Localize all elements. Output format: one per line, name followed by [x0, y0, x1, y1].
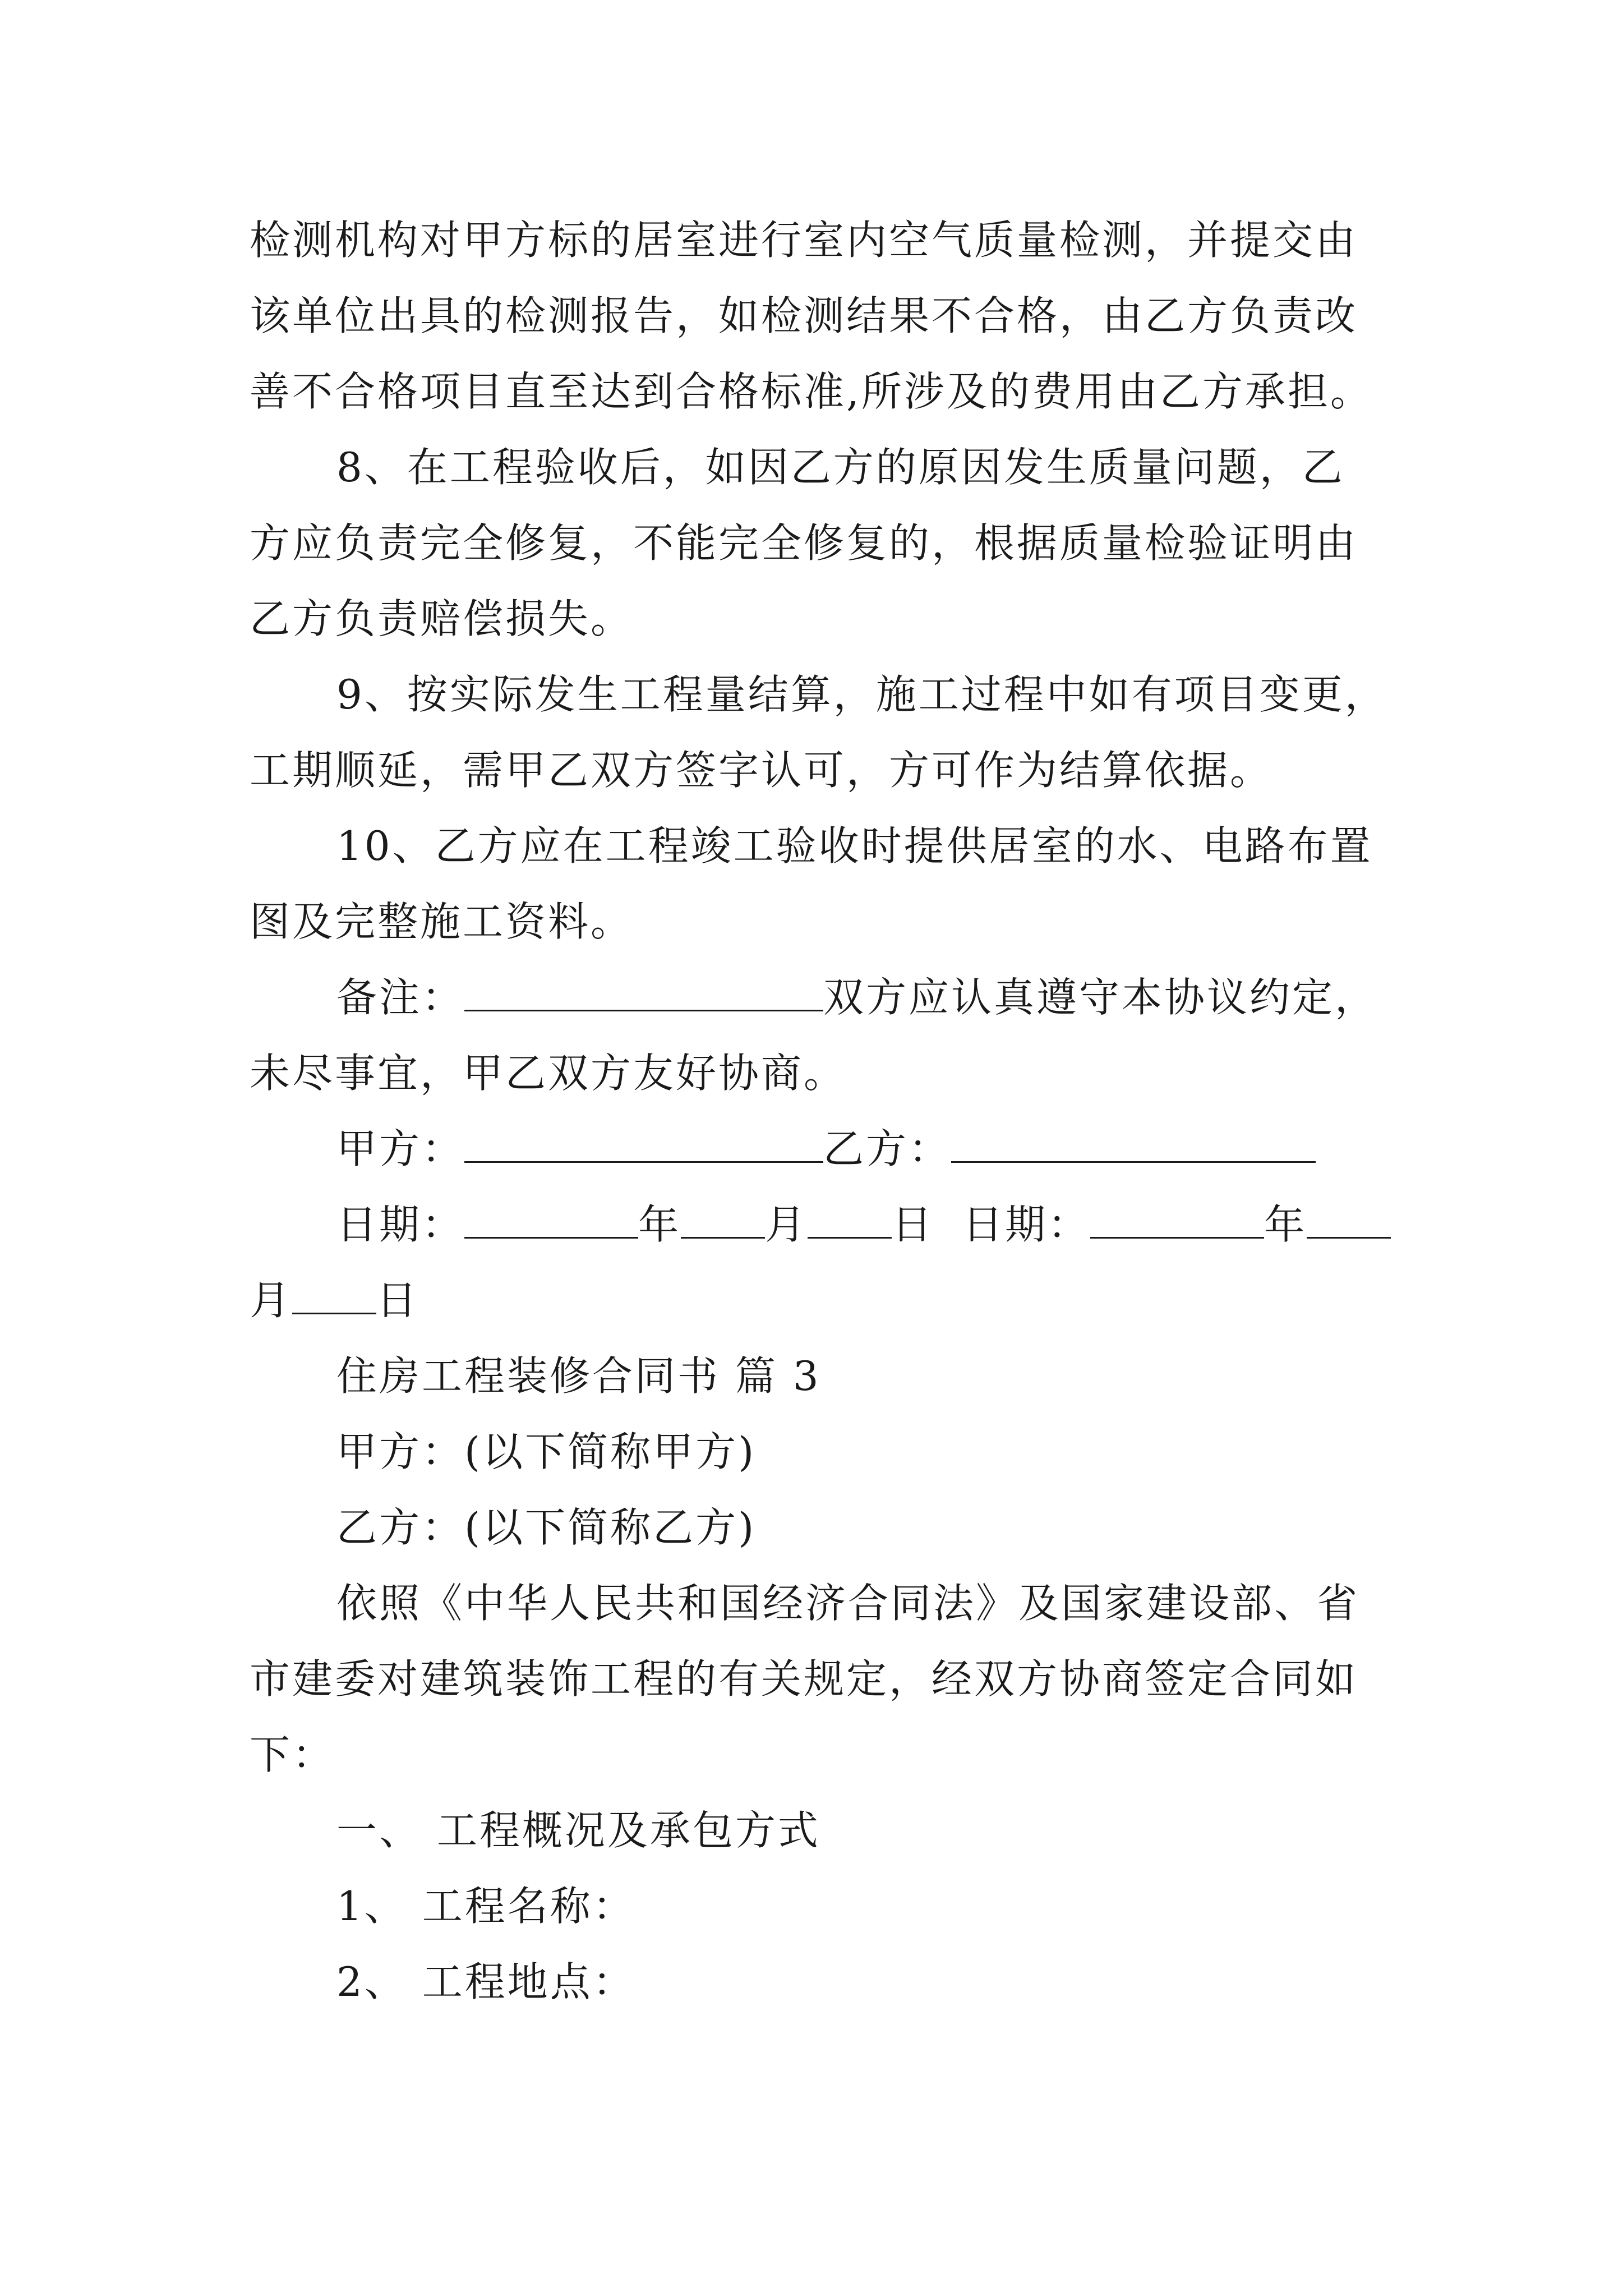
signature-line [336, 1121, 1542, 1177]
day-blank [808, 1197, 892, 1239]
date-line [336, 1197, 1542, 1253]
year-blank [464, 1197, 638, 1239]
party-b-label: 乙方： [823, 1125, 952, 1172]
heading-project-overview: 一、 工程概况及承包方式 [336, 1807, 820, 1854]
date-line-continuation [250, 1272, 1455, 1328]
paragraph-line: 方应负责完全修复，不能完全修复的，根据质量检验证明由 [250, 519, 1358, 567]
remark-continuation: 未尽事宜，甲乙双方友好协商。 [250, 1050, 847, 1097]
clause-8-line: 8、在工程验收后，如因乙方的原因发生质量问题，乙 [336, 444, 1345, 491]
intro-line: 依照《中华人民共和国经济合同法》及国家建设部、省 [336, 1580, 1360, 1627]
remark-blank [464, 969, 823, 1011]
party-a-label: 甲方： [336, 1125, 465, 1172]
day-label: 日 [892, 1201, 935, 1248]
paragraph-line: 善不合格项目直至达到合格标准,所涉及的费用由乙方承担。 [250, 368, 1373, 415]
party-b-blank [951, 1121, 1316, 1163]
clause-9-line: 9、按实际发生工程量结算，施工过程中如有项目变更， [336, 671, 1387, 718]
month-label: 月 [765, 1201, 808, 1248]
paragraph-line: 该单位出具的检测报告，如检测结果不合格，由乙方负责改 [250, 292, 1358, 339]
intro-line: 下： [250, 1731, 335, 1778]
remark-label: 备注： [336, 974, 465, 1021]
paragraph-line: 乙方负责赔偿损失。 [250, 595, 634, 642]
paragraph-line: 检测机构对甲方标的居室进行室内空气质量检测，并提交由 [250, 217, 1358, 264]
date-label: 日期： [962, 1201, 1091, 1248]
section-title: 住房工程装修合同书 篇 3 [336, 1352, 821, 1400]
paragraph-line: 图及完整施工资料。 [250, 898, 634, 945]
section-party-a: 甲方：(以下简称甲方) [336, 1428, 757, 1475]
item-project-name: 1、 工程名称： [336, 1883, 635, 1930]
intro-line: 市建委对建筑装饰工程的有关规定，经双方协商签定合同如 [250, 1655, 1358, 1703]
year-label: 年 [638, 1201, 681, 1248]
paragraph-line: 工期顺延，需甲乙双方签字认可，方可作为结算依据。 [250, 747, 1273, 794]
section-party-b: 乙方：(以下简称乙方) [336, 1504, 757, 1551]
day-label: 日 [376, 1277, 419, 1324]
day-blank [292, 1272, 376, 1314]
remark-text: 双方应认真遵守本协议约定， [823, 974, 1378, 1021]
date-label: 日期： [336, 1201, 465, 1248]
month-blank [681, 1197, 765, 1239]
clause-10-line: 10、乙方应在工程竣工验收时提供居室的水、电路布置 [336, 822, 1373, 869]
remark-line [336, 969, 1542, 1025]
month-blank [1307, 1197, 1391, 1239]
year-blank [1090, 1197, 1264, 1239]
month-label: 月 [250, 1277, 293, 1324]
year-label: 年 [1264, 1201, 1307, 1248]
item-project-location: 2、 工程地点： [336, 1958, 635, 2005]
party-a-blank [464, 1121, 823, 1163]
